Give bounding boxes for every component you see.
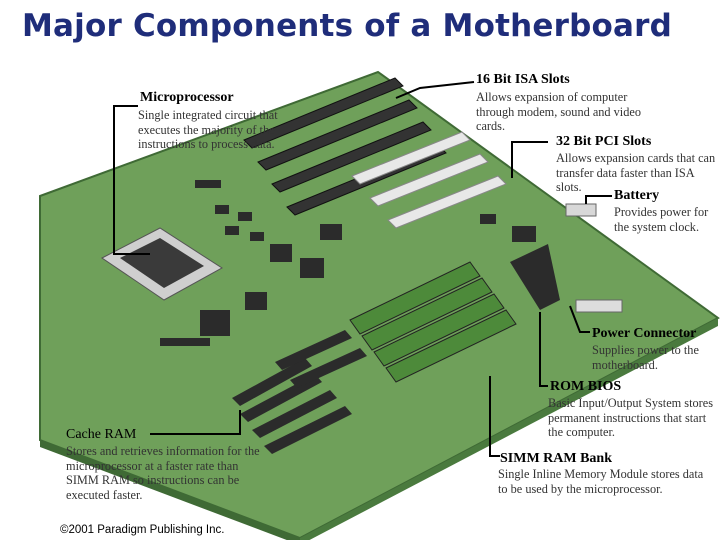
chip xyxy=(195,180,221,188)
desc-pci-slots: Allows expansion cards that can transfer data faster than ISA slots. xyxy=(556,151,716,195)
chip xyxy=(320,224,342,240)
desc-microprocessor: Single integrated circuit that executes the majority of the instructions to process data. xyxy=(138,108,278,152)
label-microprocessor: Microprocessor xyxy=(140,90,234,105)
battery xyxy=(566,204,596,216)
chip xyxy=(160,338,210,346)
desc-cache-ram: Stores and retrieves information for the microprocessor at a faster rate than SIMM RAM so instructions can be executed faster. xyxy=(66,444,260,502)
chip xyxy=(300,258,324,278)
desc-power-connector: Supplies power to the motherboard. xyxy=(592,343,699,372)
desc-rom-bios: Basic Input/Output System stores permanent instructions that start the computer. xyxy=(548,396,713,440)
label-cache-ram: Cache RAM xyxy=(66,427,137,442)
page-title: Major Components of a Motherboard xyxy=(22,8,672,44)
desc-battery: Provides power for the system clock. xyxy=(614,205,709,234)
leader-battery xyxy=(586,196,612,204)
label-pci-slots: 32 Bit PCI Slots xyxy=(556,134,652,149)
label-power-connector: Power Connector xyxy=(592,326,697,341)
chip xyxy=(512,226,536,242)
label-rom-bios: ROM BIOS xyxy=(550,379,622,394)
label-simm-ram: SIMM RAM Bank xyxy=(500,451,613,466)
chip xyxy=(245,292,267,310)
chip xyxy=(480,214,496,224)
label-isa-slots: 16 Bit ISA Slots xyxy=(476,72,570,87)
chip xyxy=(215,205,229,214)
desc-simm-ram: Single Inline Memory Module stores data to be used by the microprocessor. xyxy=(498,467,704,496)
desc-isa-slots: Allows expansion of computer through modem, sound and video cards. xyxy=(476,90,641,134)
copyright-notice: ©2001 Paradigm Publishing Inc. xyxy=(60,524,225,536)
chip xyxy=(225,226,239,235)
chip xyxy=(200,310,230,336)
power-connector xyxy=(576,300,622,312)
label-battery: Battery xyxy=(614,188,660,203)
chip xyxy=(238,212,252,221)
chip xyxy=(250,232,264,241)
chip xyxy=(270,244,292,262)
